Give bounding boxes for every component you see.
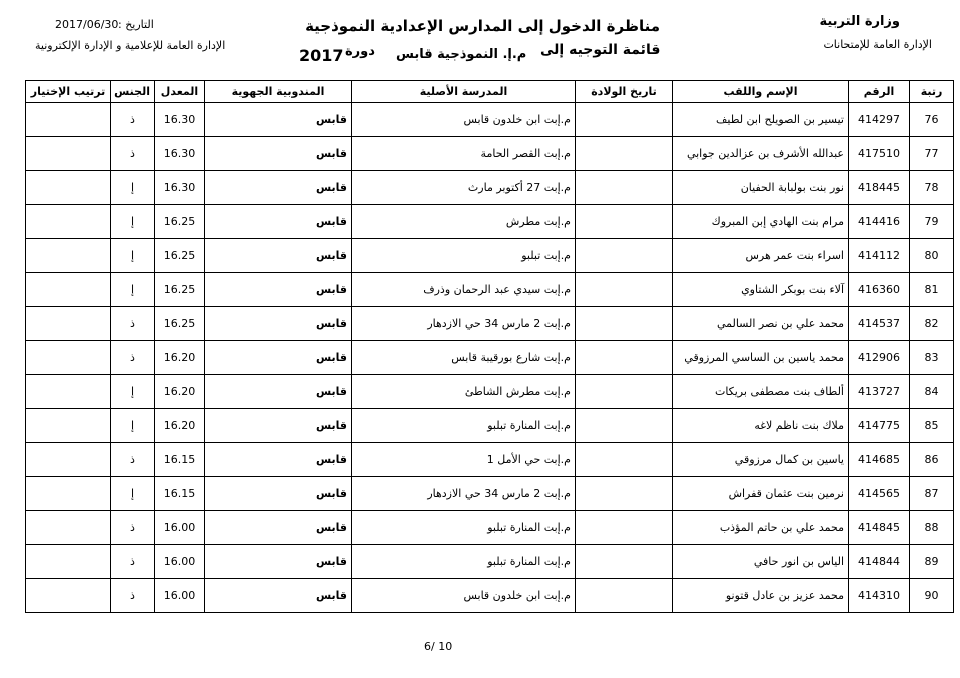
cell-number: 414565 bbox=[849, 477, 910, 511]
cell-region: قابس bbox=[205, 273, 352, 307]
cell-origin-school: م.إبت المنارة تبلبو bbox=[352, 511, 576, 545]
cell-name: محمد عزيز بن عادل قتونو bbox=[673, 579, 849, 613]
cell-number: 414416 bbox=[849, 205, 910, 239]
cell-rank: 90 bbox=[910, 579, 954, 613]
cell-choice-rank bbox=[26, 545, 111, 579]
it-department: الإدارة العامة للإعلامية و الإدارة الإلكترونية bbox=[35, 39, 226, 52]
cell-choice-rank bbox=[26, 137, 111, 171]
cell-choice-rank bbox=[26, 239, 111, 273]
cell-origin-school: م.إبت مطرش الشاطئ bbox=[352, 375, 576, 409]
cell-region: قابس bbox=[205, 545, 352, 579]
cell-choice-rank bbox=[26, 477, 111, 511]
cell-region: قابس bbox=[205, 477, 352, 511]
cell-name: نرمين بنت عثمان قفراش bbox=[673, 477, 849, 511]
cell-rank: 79 bbox=[910, 205, 954, 239]
header-rank: رتبة bbox=[910, 81, 954, 103]
header-number: الرقم bbox=[849, 81, 910, 103]
cell-region: قابس bbox=[205, 137, 352, 171]
destination-school: م.إ. النموذجية قابس bbox=[396, 47, 527, 62]
cell-gender: ذ bbox=[111, 137, 155, 171]
table-row bbox=[26, 409, 954, 443]
cell-gender: إ bbox=[111, 205, 155, 239]
cell-average: 16.20 bbox=[155, 409, 205, 443]
cell-birthdate bbox=[576, 273, 673, 307]
cell-average: 16.30 bbox=[155, 171, 205, 205]
cell-name: تيسير بن الصويلح ابن لطيف bbox=[673, 103, 849, 137]
table-row bbox=[26, 443, 954, 477]
cell-number: 414775 bbox=[849, 409, 910, 443]
cell-number: 417510 bbox=[849, 137, 910, 171]
cell-number: 413727 bbox=[849, 375, 910, 409]
header-birthdate: تاريخ الولادة bbox=[576, 81, 673, 103]
table-row bbox=[26, 579, 954, 613]
cell-gender: إ bbox=[111, 409, 155, 443]
cell-average: 16.00 bbox=[155, 511, 205, 545]
cell-choice-rank bbox=[26, 409, 111, 443]
cell-rank: 86 bbox=[910, 443, 954, 477]
header-choice-rank: ترتيب الإختيار bbox=[26, 81, 111, 103]
cell-birthdate bbox=[576, 375, 673, 409]
cell-name: محمد علي بن نصر السالمي bbox=[673, 307, 849, 341]
cell-name: عبدالله الأشرف بن عزالدين جوابي bbox=[673, 137, 849, 171]
cell-gender: ذ bbox=[111, 511, 155, 545]
cell-number: 412906 bbox=[849, 341, 910, 375]
cell-birthdate bbox=[576, 409, 673, 443]
header-region: المندوبية الجهوية bbox=[205, 81, 352, 103]
cell-birthdate bbox=[576, 477, 673, 511]
cell-average: 16.25 bbox=[155, 239, 205, 273]
cell-rank: 77 bbox=[910, 137, 954, 171]
cell-birthdate bbox=[576, 171, 673, 205]
cell-rank: 83 bbox=[910, 341, 954, 375]
cell-average: 16.20 bbox=[155, 341, 205, 375]
cell-gender: إ bbox=[111, 171, 155, 205]
cell-rank: 87 bbox=[910, 477, 954, 511]
table-row bbox=[26, 171, 954, 205]
cell-gender: ذ bbox=[111, 579, 155, 613]
cell-gender: ذ bbox=[111, 545, 155, 579]
table-row bbox=[26, 477, 954, 511]
cell-region: قابس bbox=[205, 511, 352, 545]
cell-average: 16.30 bbox=[155, 103, 205, 137]
cell-gender: ذ bbox=[111, 103, 155, 137]
header-gender: الجنس bbox=[111, 81, 155, 103]
cell-region: قابس bbox=[205, 239, 352, 273]
cell-choice-rank bbox=[26, 375, 111, 409]
cell-choice-rank bbox=[26, 511, 111, 545]
cell-gender: إ bbox=[111, 477, 155, 511]
cell-name: ملاك بنت ناظم لاغه bbox=[673, 409, 849, 443]
cell-birthdate bbox=[576, 103, 673, 137]
cell-origin-school: م.إبت 2 مارس 34 حي الازدهار bbox=[352, 307, 576, 341]
cell-gender: ذ bbox=[111, 307, 155, 341]
cell-rank: 80 bbox=[910, 239, 954, 273]
cell-origin-school: م.إبت 27 أكتوبر مارث bbox=[352, 171, 576, 205]
cell-choice-rank bbox=[26, 205, 111, 239]
cell-gender: ذ bbox=[111, 341, 155, 375]
cell-name: ألطاف بنت مصطفى بريكات bbox=[673, 375, 849, 409]
table-row bbox=[26, 205, 954, 239]
cell-name: مرام بنت الهادي إبن المبروك bbox=[673, 205, 849, 239]
cell-origin-school: م.إبت ابن خلدون قابس bbox=[352, 579, 576, 613]
cell-origin-school: م.إبت شارع بورقيبة قابس bbox=[352, 341, 576, 375]
cell-name: محمد علي بن حاتم المؤذب bbox=[673, 511, 849, 545]
cell-name: نور بنت بولبابة الحفيان bbox=[673, 171, 849, 205]
cell-gender: إ bbox=[111, 375, 155, 409]
cell-average: 16.30 bbox=[155, 137, 205, 171]
cell-number: 414310 bbox=[849, 579, 910, 613]
cell-region: قابس bbox=[205, 409, 352, 443]
cell-birthdate bbox=[576, 341, 673, 375]
table-row bbox=[26, 307, 954, 341]
cell-region: قابس bbox=[205, 103, 352, 137]
session-label: دورة bbox=[345, 44, 375, 59]
cell-average: 16.15 bbox=[155, 443, 205, 477]
cell-birthdate bbox=[576, 307, 673, 341]
cell-region: قابس bbox=[205, 205, 352, 239]
cell-origin-school: م.إبت القصر الحامة bbox=[352, 137, 576, 171]
cell-rank: 78 bbox=[910, 171, 954, 205]
table-row bbox=[26, 137, 954, 171]
cell-number: 414112 bbox=[849, 239, 910, 273]
cell-region: قابس bbox=[205, 579, 352, 613]
cell-gender: إ bbox=[111, 273, 155, 307]
cell-name: محمد ياسين بن الساسي المرزوقي bbox=[673, 341, 849, 375]
cell-rank: 88 bbox=[910, 511, 954, 545]
cell-region: قابس bbox=[205, 341, 352, 375]
cell-rank: 76 bbox=[910, 103, 954, 137]
cell-origin-school: م.إبت 2 مارس 34 حي الازدهار bbox=[352, 477, 576, 511]
exams-department: الإدارة العامة للإمتحانات bbox=[823, 38, 932, 51]
cell-region: قابس bbox=[205, 375, 352, 409]
cell-rank: 82 bbox=[910, 307, 954, 341]
cell-number: 414537 bbox=[849, 307, 910, 341]
table-row bbox=[26, 341, 954, 375]
cell-choice-rank bbox=[26, 273, 111, 307]
cell-average: 16.20 bbox=[155, 375, 205, 409]
cell-rank: 81 bbox=[910, 273, 954, 307]
cell-average: 16.15 bbox=[155, 477, 205, 511]
date-value: 2017/06/30 bbox=[55, 18, 119, 31]
cell-average: 16.00 bbox=[155, 579, 205, 613]
cell-number: 414844 bbox=[849, 545, 910, 579]
cell-name: آلاء بنت بوبكر الشتاوي bbox=[673, 273, 849, 307]
cell-choice-rank bbox=[26, 171, 111, 205]
cell-choice-rank bbox=[26, 443, 111, 477]
cell-name: اسراء بنت عمر هرس bbox=[673, 239, 849, 273]
header-origin-school: المدرسة الأصلية bbox=[352, 81, 576, 103]
cell-birthdate bbox=[576, 239, 673, 273]
cell-region: قابس bbox=[205, 443, 352, 477]
header-name: الإسم واللقب bbox=[673, 81, 849, 103]
cell-number: 414685 bbox=[849, 443, 910, 477]
session-year: 2017 bbox=[299, 46, 344, 65]
cell-region: قابس bbox=[205, 171, 352, 205]
cell-number: 414297 bbox=[849, 103, 910, 137]
results-table bbox=[25, 80, 954, 613]
cell-average: 16.25 bbox=[155, 205, 205, 239]
cell-origin-school: م.إبت سيدي عبد الرحمان وذرف bbox=[352, 273, 576, 307]
list-title: قائمة التوجيه إلى bbox=[540, 42, 661, 58]
table-row bbox=[26, 103, 954, 137]
cell-number: 414845 bbox=[849, 511, 910, 545]
table-header-row bbox=[26, 81, 954, 103]
cell-origin-school: م.إبت المنارة تبلبو bbox=[352, 409, 576, 443]
cell-choice-rank bbox=[26, 307, 111, 341]
cell-origin-school: م.إبت ابن خلدون قابس bbox=[352, 103, 576, 137]
table-row bbox=[26, 511, 954, 545]
cell-choice-rank bbox=[26, 579, 111, 613]
cell-choice-rank bbox=[26, 103, 111, 137]
table-row bbox=[26, 239, 954, 273]
date-label: التاريخ : bbox=[118, 18, 154, 31]
cell-origin-school: م.إبت تبلبو bbox=[352, 239, 576, 273]
cell-rank: 85 bbox=[910, 409, 954, 443]
cell-average: 16.25 bbox=[155, 307, 205, 341]
table-row bbox=[26, 273, 954, 307]
cell-choice-rank bbox=[26, 341, 111, 375]
cell-average: 16.00 bbox=[155, 545, 205, 579]
cell-rank: 84 bbox=[910, 375, 954, 409]
cell-origin-school: م.إبت مطرش bbox=[352, 205, 576, 239]
cell-birthdate bbox=[576, 205, 673, 239]
cell-average: 16.25 bbox=[155, 273, 205, 307]
table-row bbox=[26, 375, 954, 409]
cell-origin-school: م.إبت حي الأمل 1 bbox=[352, 443, 576, 477]
cell-number: 418445 bbox=[849, 171, 910, 205]
page-number: 6/ 10 bbox=[424, 640, 453, 653]
cell-gender: ذ bbox=[111, 443, 155, 477]
cell-birthdate bbox=[576, 443, 673, 477]
cell-birthdate bbox=[576, 137, 673, 171]
cell-gender: إ bbox=[111, 239, 155, 273]
cell-region: قابس bbox=[205, 307, 352, 341]
header-average: المعدل bbox=[155, 81, 205, 103]
cell-rank: 89 bbox=[910, 545, 954, 579]
cell-birthdate bbox=[576, 511, 673, 545]
cell-birthdate bbox=[576, 579, 673, 613]
cell-name: الياس بن انور حافي bbox=[673, 545, 849, 579]
cell-name: ياسين بن كمال مرزوقي bbox=[673, 443, 849, 477]
table-row bbox=[26, 545, 954, 579]
ministry-name: وزارة التربية bbox=[819, 14, 900, 29]
cell-origin-school: م.إبت المنارة تبلبو bbox=[352, 545, 576, 579]
document-title: مناظرة الدخول إلى المدارس الإعدادية النموذجية bbox=[305, 17, 660, 35]
cell-number: 416360 bbox=[849, 273, 910, 307]
cell-birthdate bbox=[576, 545, 673, 579]
